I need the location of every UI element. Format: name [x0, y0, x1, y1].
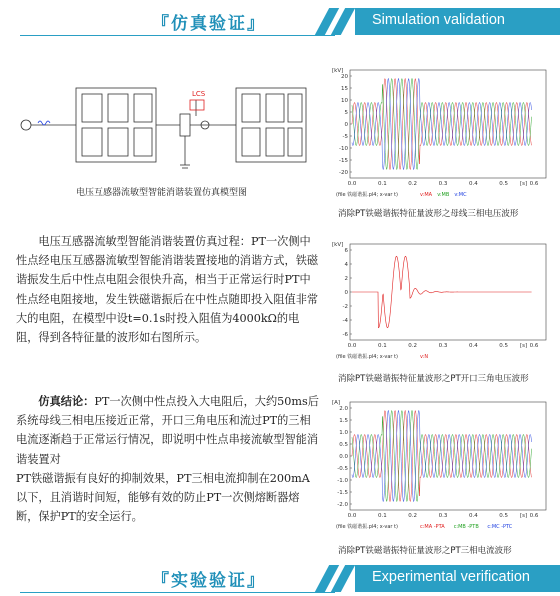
y-tick-label: -15: [339, 158, 348, 164]
x-tick-label: 0.4: [468, 343, 478, 349]
y-tick-label: 20: [341, 74, 348, 80]
y-tick-label: 2: [344, 276, 348, 282]
x-axis-label: [s]: [520, 343, 528, 349]
x-tick-label: 0.5: [499, 343, 509, 349]
plot-caption-bus-voltage: 消除PT铁磁谐振特征量波形之母线三相电压波形: [338, 209, 519, 219]
x-tick-label: 0.5: [499, 513, 509, 519]
lcs-label: LCS: [192, 90, 206, 98]
y-tick-label: -2: [342, 304, 348, 310]
header-rule: [20, 592, 335, 593]
x-tick-label: 0.0: [347, 343, 357, 349]
x-tick-label: 0.1: [377, 181, 387, 187]
x-tick-label: 0.3: [438, 181, 448, 187]
x-tick-label: 0.5: [499, 181, 509, 187]
y-tick-label: 10: [341, 98, 348, 104]
x-tick-label: 0.6: [529, 343, 539, 349]
conclusion-text-1: PT一次侧中性点投入大电阻后，大约50ms后系统母线三相电压接近正常，开口三角电压和流过PT的三相电流逐渐趋于正常运行情况，即说明中性点串接流敏型智能消谐装置对: [16, 395, 319, 466]
x-axis-label: [s]: [520, 181, 528, 187]
x-tick-label: 0.2: [408, 513, 418, 519]
legend-entry: c:MB -PTB: [453, 524, 479, 530]
unit-label: [kV]: [332, 68, 344, 74]
section-title-en: Experimental verification: [372, 569, 530, 585]
unit-label: [A]: [332, 400, 341, 406]
y-tick-label: 6: [344, 248, 348, 254]
x-tick-label: 0.0: [347, 513, 357, 519]
x-tick-label: 0.4: [468, 513, 478, 519]
legend-entry: c:MC -PTC: [487, 524, 513, 530]
conclusion-label: 仿真结论：: [38, 394, 95, 408]
unit-label: [kV]: [332, 242, 344, 248]
x-tick-label: 0.2: [408, 181, 418, 187]
simulation-description: [16, 232, 320, 347]
plot-bus-voltage: [330, 62, 552, 200]
section-header-simulation: [0, 5, 560, 37]
x-axis-label: [s]: [520, 513, 528, 519]
y-tick-label: -1.5: [337, 490, 348, 496]
legend-entry: v:MA: [420, 192, 433, 198]
legend-entry: v:N: [420, 354, 429, 360]
legend-entry: v:MC: [454, 192, 467, 198]
y-tick-label: 15: [341, 86, 348, 92]
y-tick-label: 1.5: [339, 418, 348, 424]
legend-entry: c:MA -PTA: [420, 524, 445, 530]
x-tick-label: 0.3: [438, 343, 448, 349]
y-tick-label: 0.5: [339, 442, 348, 448]
section-header-experimental: [0, 562, 560, 594]
plot-pt-current: [330, 394, 552, 532]
y-tick-label: -5: [342, 134, 348, 140]
legend-entry: v:MB: [437, 192, 450, 198]
y-tick-label: -6: [342, 332, 348, 338]
conclusion-paragraph: [16, 392, 320, 469]
section-title-en: Simulation validation: [372, 12, 505, 28]
x-tick-label: 0.2: [408, 343, 418, 349]
y-tick-label: 0.0: [339, 454, 348, 460]
plot-pt-current-svg: [330, 394, 552, 532]
y-tick-label: 4: [344, 262, 348, 268]
y-tick-label: -2.0: [337, 502, 348, 508]
y-tick-label: 1.0: [339, 430, 348, 436]
plot-caption-open-delta-voltage: 消除PT铁磁谐振特征量波形之PT开口三角电压波形: [338, 374, 529, 384]
y-tick-label: 0: [344, 290, 348, 296]
section-title-zh: 『实验验证』: [152, 571, 266, 591]
y-tick-label: 5: [344, 110, 348, 116]
circuit-model-diagram: [20, 70, 320, 180]
y-tick-label: -0.5: [337, 466, 348, 472]
description-paragraph: 电压互感器流敏型智能消谐装置仿真过程：PT一次侧中性点经电压互感器流敏型智能消谐装置接地的消谐方式，铁磁谐振发生后中性点电阻会很快升高，相当于正常运行时PT中性点经电阻接地，发生铁磁谐振后在中性点随即投入阻值非常大的电阻，在模型中设t=0.1s时投入阻值为4000kΩ的电阻，得到各特征量的波形如右图所示。: [16, 235, 319, 345]
x-tick-label: 0.1: [377, 513, 387, 519]
file-label: (file 铁磁谐振.pl4; x-var t): [336, 192, 398, 198]
y-tick-label: -1.0: [337, 478, 348, 484]
header-rule: [20, 35, 335, 36]
plot-caption-pt-current: 消除PT铁磁谐振特征量波形之PT三相电流波形: [338, 546, 512, 556]
section-title-zh: 『仿真验证』: [152, 14, 266, 34]
plot-open-delta-voltage-svg: [330, 236, 552, 362]
y-tick-label: -10: [339, 146, 348, 152]
x-tick-label: 0.6: [529, 181, 539, 187]
plot-frame: [350, 70, 546, 178]
plot-open-delta-voltage: [330, 236, 552, 362]
simulation-conclusion: [16, 392, 320, 526]
x-tick-label: 0.3: [438, 513, 448, 519]
y-tick-label: 2.0: [339, 406, 348, 412]
plot-bus-voltage-svg: [330, 62, 552, 200]
x-tick-label: 0.6: [529, 513, 539, 519]
conclusion-paragraph-2: PT铁磁谐振有良好的抑制效果，PT三相电流抑制在200mA以下，且消谐时间短，能够有效的防止PT一次侧熔断器熔断，保护PT的安全运行。: [16, 471, 310, 524]
plot-frame: [350, 402, 546, 510]
y-tick-label: 0: [344, 122, 348, 128]
x-tick-label: 0.0: [347, 181, 357, 187]
file-label: (file 铁磁谐振.pl4; x-var t): [336, 354, 398, 360]
x-tick-label: 0.1: [377, 343, 387, 349]
x-tick-label: 0.4: [468, 181, 478, 187]
model-caption: 电压互感器流敏型智能消谐装置仿真模型图: [76, 188, 248, 198]
file-label: (file 铁磁谐振.pl4; x-var t): [336, 524, 398, 530]
y-tick-label: -20: [339, 170, 348, 176]
y-tick-label: -4: [342, 318, 348, 324]
